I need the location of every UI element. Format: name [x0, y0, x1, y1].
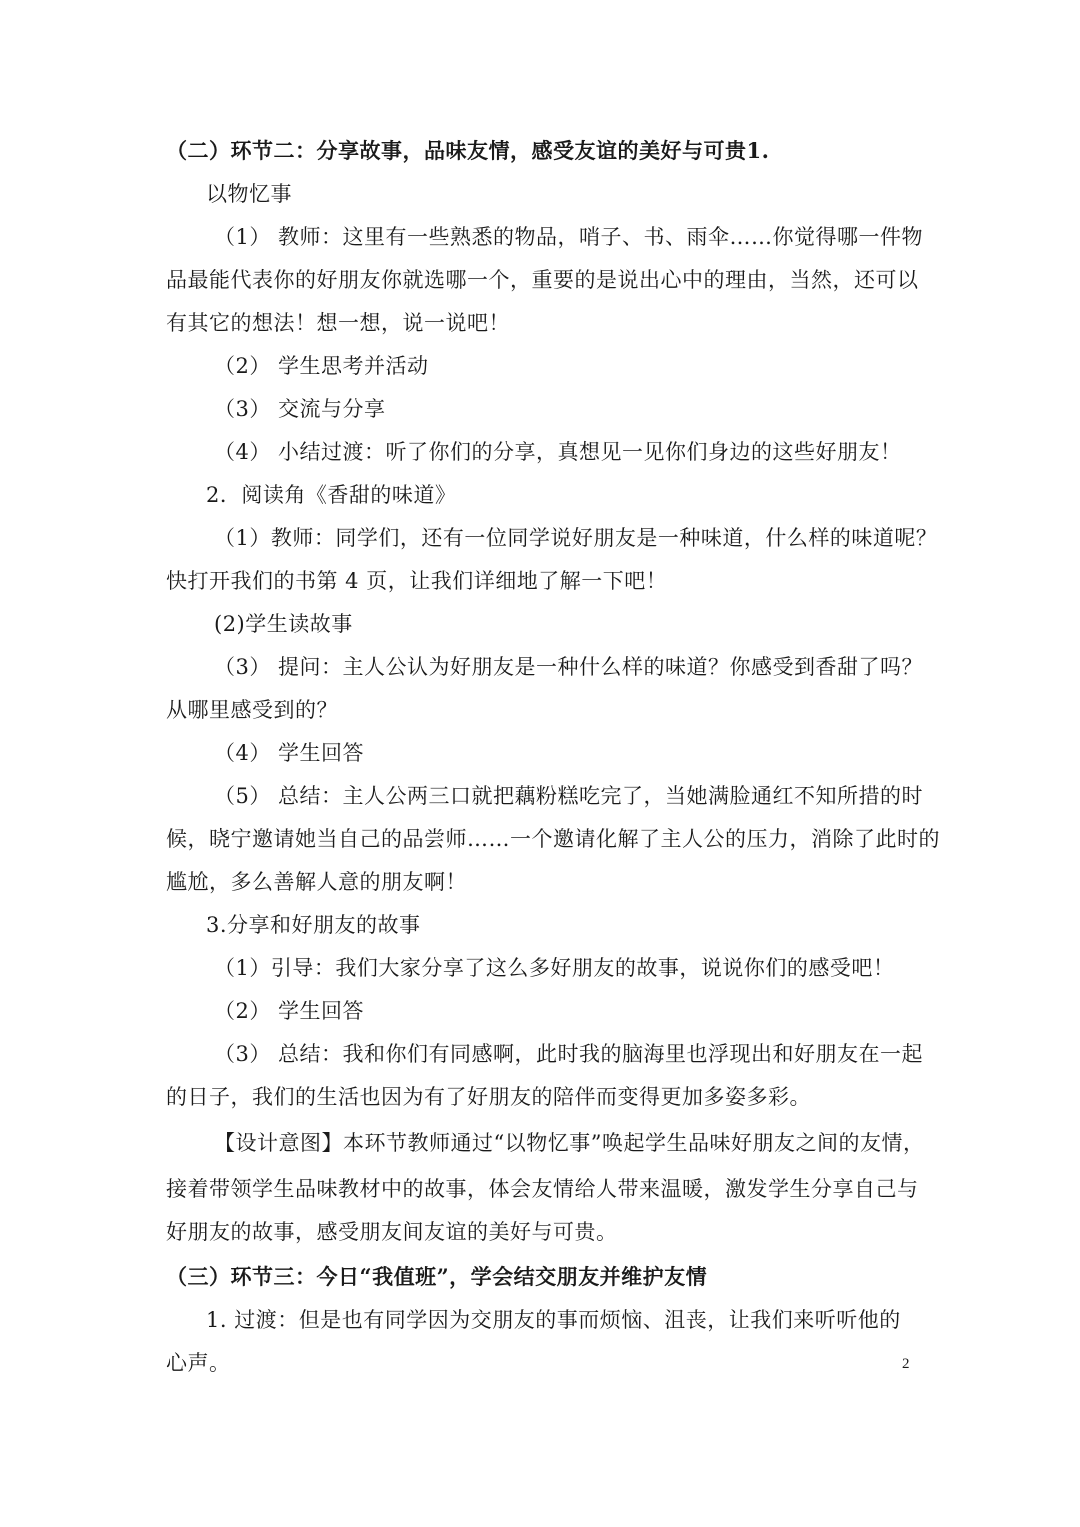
list-item: （3） 交流与分享: [214, 397, 386, 421]
paragraph-line: （1）教师：同学们，还有一位同学说好朋友是一种味道，什么样的味道呢？: [214, 526, 938, 550]
subsection-heading: 以物忆事: [206, 182, 292, 206]
paragraph-line: 品最能代表你的好朋友你就选哪一个，重要的是说出心中的理由，当然，还可以: [166, 268, 919, 292]
paragraph-line: 的日子，我们的生活也因为有了好朋友的陪伴而变得更加多姿多彩。: [166, 1085, 811, 1109]
design-intent-line: 好朋友的故事，感受朋友间友谊的美好与可贵。: [166, 1220, 618, 1244]
design-intent-line: 【设计意图】本环节教师通过“以物忆事”唤起学生品味好朋友之间的友情，: [214, 1131, 925, 1155]
paragraph-line: （1） 教师：这里有一些熟悉的物品，哨子、书、雨伞……你觉得哪一件物: [214, 225, 924, 249]
section-two-heading: （二）环节二：分享故事，品味友情，感受友谊的美好与可贵1.: [166, 138, 770, 163]
paragraph-line: 有其它的想法！想一想，说一说吧！: [166, 311, 510, 335]
list-item: （2） 学生回答: [214, 999, 365, 1023]
design-intent-line: 接着带领学生品味教材中的故事，体会友情给人带来温暖，激发学生分享自己与: [166, 1177, 919, 1201]
list-item: （4） 学生回答: [214, 741, 365, 765]
paragraph-line: （5） 总结：主人公两三口就把藕粉糕吃完了，当她满脸通红不知所措的时: [214, 784, 924, 808]
paragraph-line: （3） 提问：主人公认为好朋友是一种什么样的味道？你感受到香甜了吗？: [214, 655, 924, 679]
list-item: （1）引导：我们大家分享了这么多好朋友的故事，说说你们的感受吧！: [214, 956, 895, 980]
paragraph-line: 尴尬，多么善解人意的朋友啊！: [166, 870, 467, 894]
page-number: 2: [902, 1356, 910, 1372]
paragraph-line: 候，晓宁邀请她当自己的品尝师……一个邀请化解了主人公的压力，消除了此时的: [166, 827, 940, 851]
paragraph-line: 快打开我们的书第 4 页，让我们详细地了解一下吧！: [166, 569, 668, 593]
subsection-heading: 3.分享和好朋友的故事: [206, 913, 421, 937]
paragraph-line: （3） 总结：我和你们有同感啊，此时我的脑海里也浮现出和好朋友在一起: [214, 1042, 924, 1066]
paragraph-line: 从哪里感受到的？: [166, 698, 338, 722]
paragraph-line: 1. 过渡：但是也有同学因为交朋友的事而烦恼、沮丧，让我们来听听他的: [206, 1308, 901, 1332]
list-item: （4） 小结过渡：听了你们的分享，真想见一见你们身边的这些好朋友！: [214, 440, 902, 464]
paragraph-line: 心声。: [166, 1351, 231, 1375]
list-item: （2） 学生思考并活动: [214, 354, 429, 378]
subsection-heading: 2．阅读角《香甜的味道》: [206, 483, 457, 507]
list-item: (2)学生读故事: [214, 612, 353, 636]
section-three-heading: （三）环节三：今日“我值班”，学会结交朋友并维护友情: [166, 1264, 708, 1289]
